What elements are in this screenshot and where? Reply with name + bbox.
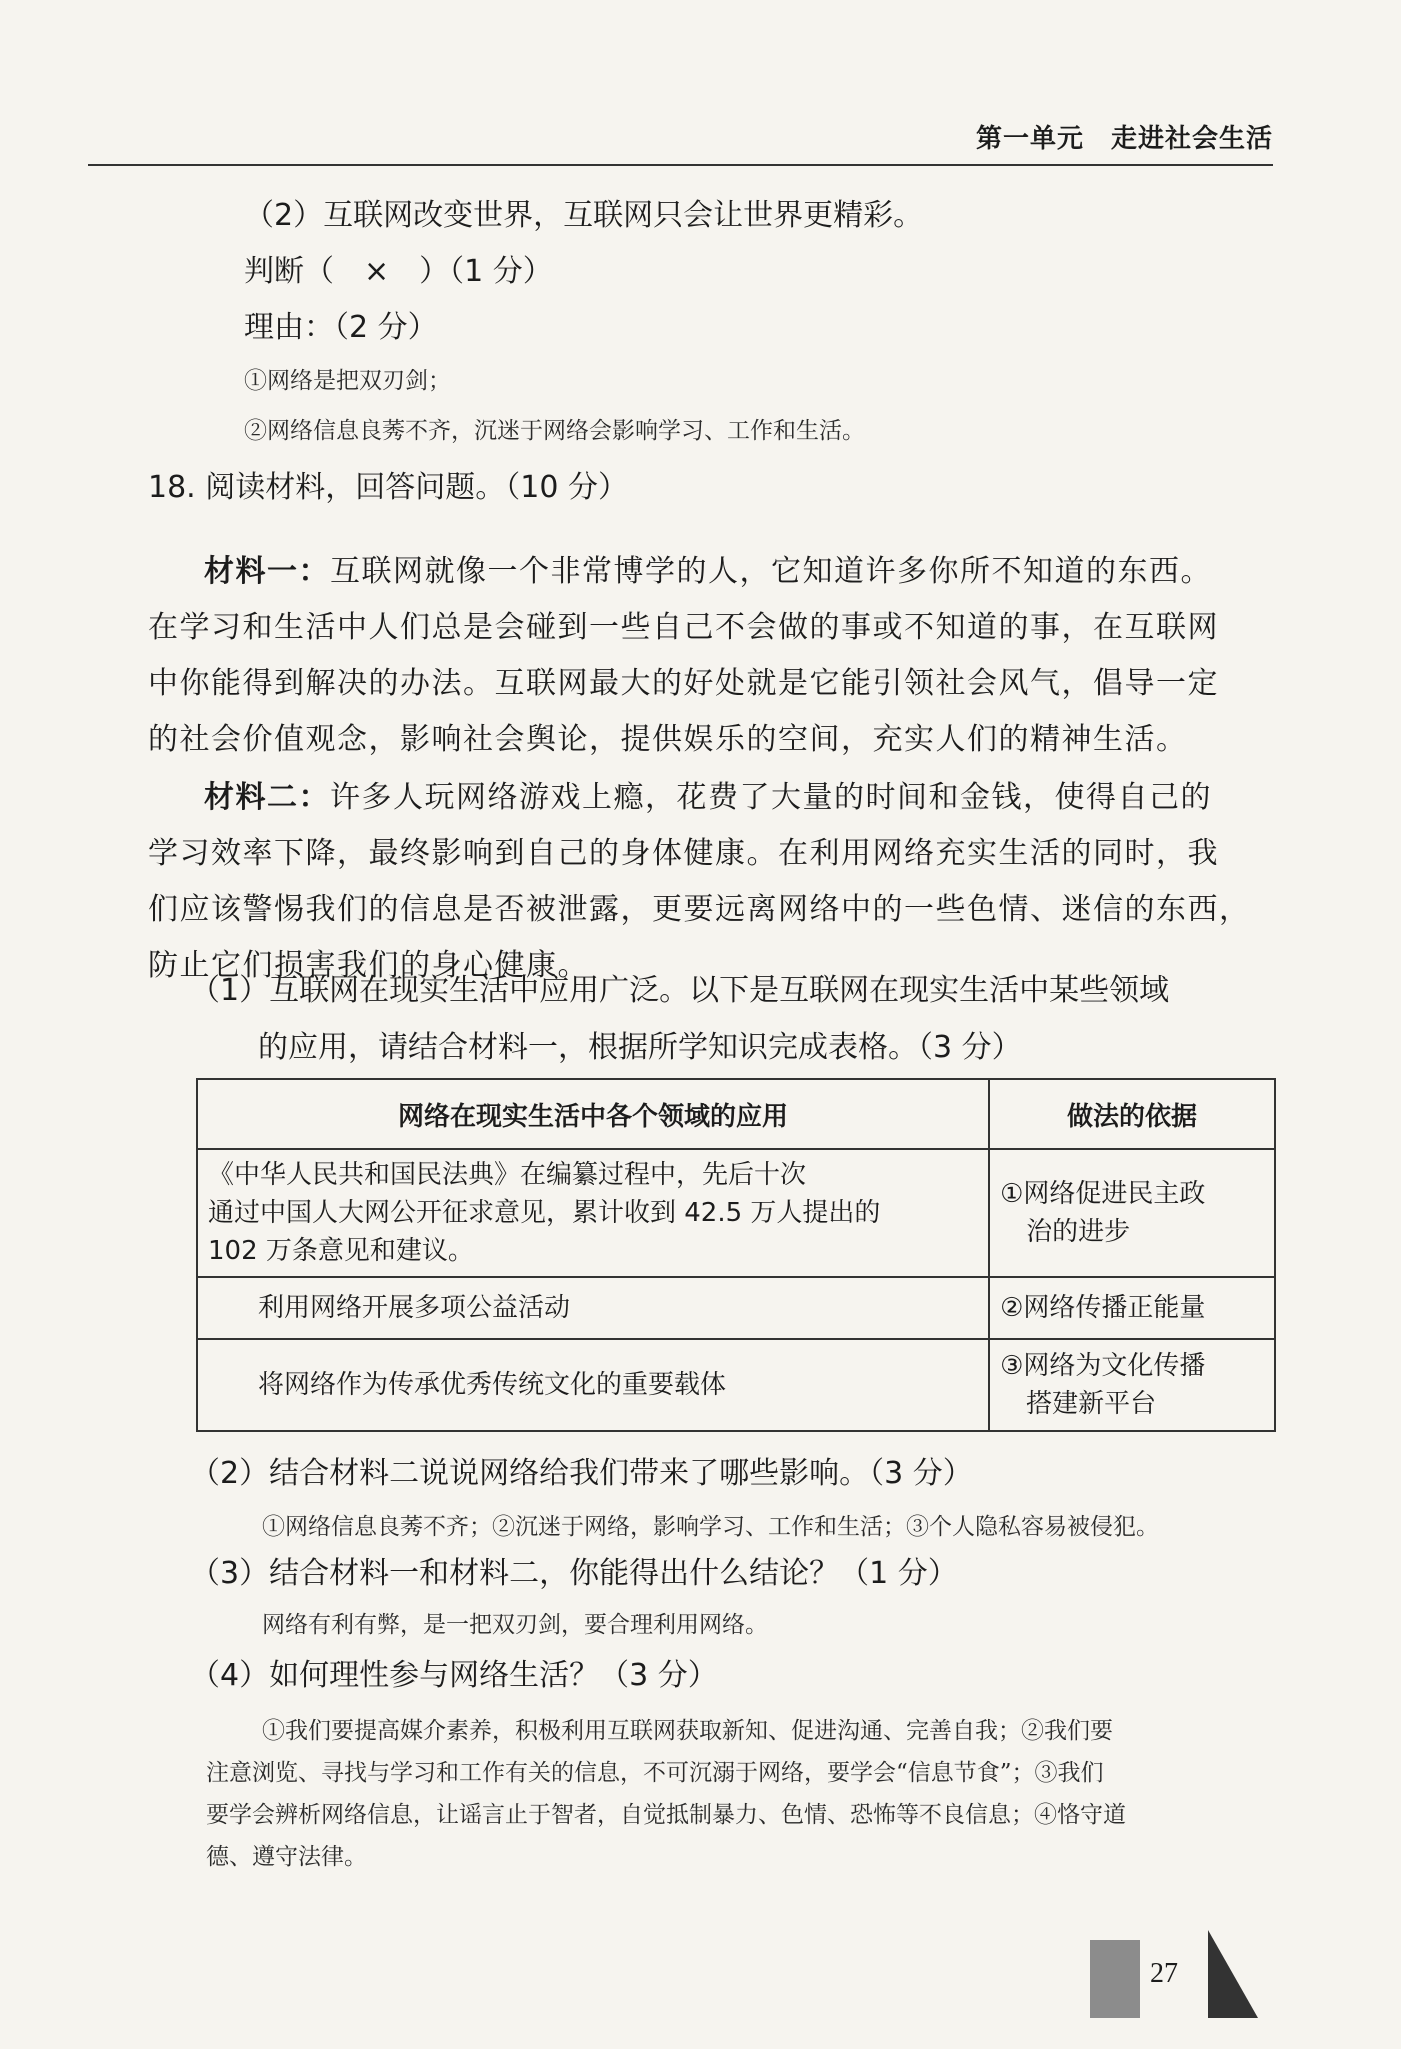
material2-label: 材料二： — [204, 780, 330, 815]
table-row — [197, 1339, 1275, 1431]
table-cell-application: 《中华人民共和国民法典》在编纂过程中，先后十次 通过中国人大网公开征求意见，累计收到 42.5 万人提出的 102 万条意见和建议。 — [197, 1149, 989, 1277]
sub4-answer-line-3: 要学会辨析网络信息，让谣言止于智者，自觉抵制暴力、色情、恐怖等不良信息；④恪守道 — [206, 1802, 1126, 1828]
sub3-question: （3）结合材料一和材料二，你能得出什么结论？（1 分） — [190, 1556, 958, 1591]
material1-line-2: 在学习和生活中人们总是会碰到一些自己不会做的事或不知道的事，在互联网 — [148, 610, 1219, 645]
material2-line-3: 们应该警惕我们的信息是否被泄露，更要远离网络中的一些色情、迷信的东西， — [148, 892, 1251, 927]
material2-line-4: 防止它们损害我们的身心健康。 — [148, 948, 589, 983]
material2-line-1: 材料二：许多人玩网络游戏上瘾，花费了大量的时间和金钱，使得自己的 — [204, 780, 1212, 815]
table-cell-basis: ②网络传播正能量 — [989, 1277, 1275, 1339]
table-header-row — [197, 1079, 1275, 1149]
q17-2-answer-1: ①网络是把双刃剑； — [244, 368, 451, 394]
sub3-answer: 网络有利有弊，是一把双刃剑，要合理利用网络。 — [262, 1612, 768, 1638]
material1-line-4: 的社会价值观念，影响社会舆论，提供娱乐的空间，充实人们的精神生活。 — [148, 722, 1188, 757]
q17-2-reason-label: 理由：（2 分） — [244, 310, 438, 345]
page-marker-block — [1090, 1940, 1140, 2018]
corner-triangle-decoration — [1208, 1930, 1258, 2018]
material1-line-3: 中你能得到解决的办法。互联网最大的好处就是它能引领社会风气，倡导一定 — [148, 666, 1219, 701]
table-header-application: 网络在现实生活中各个领域的应用 — [197, 1079, 989, 1149]
application-table — [196, 1078, 1276, 1432]
header-title: 第一单元 走进社会生活 — [975, 124, 1273, 154]
sub1-line-2: 的应用，请结合材料一，根据所学知识完成表格。（3 分） — [258, 1030, 1022, 1065]
table-cell-application: 利用网络开展多项公益活动 — [197, 1277, 989, 1339]
sub4-answer-line-1: ①我们要提高媒介素养，积极利用互联网获取新知、促进沟通、完善自我；②我们要 — [262, 1718, 1113, 1744]
q17-2-answer-2: ②网络信息良莠不齐，沉迷于网络会影响学习、工作和生活。 — [244, 418, 865, 444]
material1-label: 材料一： — [204, 554, 330, 589]
table-cell-application: 将网络作为传承优秀传统文化的重要载体 — [197, 1339, 989, 1431]
q18-title: 18. 阅读材料，回答问题。（10 分） — [148, 470, 628, 505]
q17-2-statement: （2）互联网改变世界，互联网只会让世界更精彩。 — [244, 198, 924, 233]
page-number: 27 — [1150, 1958, 1178, 1989]
material2-line-2: 学习效率下降，最终影响到自己的身体健康。在利用网络充实生活的同时，我 — [148, 836, 1219, 871]
sub4-answer-line-4: 德、遵守法律。 — [206, 1844, 367, 1870]
table-row — [197, 1149, 1275, 1277]
sub1-line-1: （1）互联网在现实生活中应用广泛。以下是互联网在现实生活中某些领域 — [190, 973, 1170, 1008]
material1-line-1: 材料一：互联网就像一个非常博学的人，它知道许多你所不知道的东西。 — [204, 554, 1212, 589]
table-cell-basis: ③网络为文化传播 搭建新平台 — [989, 1339, 1275, 1431]
sub2-question: （2）结合材料二说说网络给我们带来了哪些影响。（3 分） — [190, 1456, 973, 1491]
table-header-basis: 做法的依据 — [989, 1079, 1275, 1149]
table-cell-basis: ①网络促进民主政 治的进步 — [989, 1149, 1275, 1277]
sub4-question: （4）如何理性参与网络生活？（3 分） — [190, 1658, 718, 1693]
header-rule — [88, 164, 1273, 166]
sub4-answer-line-2: 注意浏览、寻找与学习和工作有关的信息，不可沉溺于网络，要学会“信息节食”；③我们 — [206, 1760, 1104, 1786]
table-row — [197, 1277, 1275, 1339]
sub2-answer: ①网络信息良莠不齐；②沉迷于网络，影响学习、工作和生活；③个人隐私容易被侵犯。 — [262, 1514, 1159, 1540]
q17-2-judge: 判断（ × ）（1 分） — [244, 254, 553, 289]
